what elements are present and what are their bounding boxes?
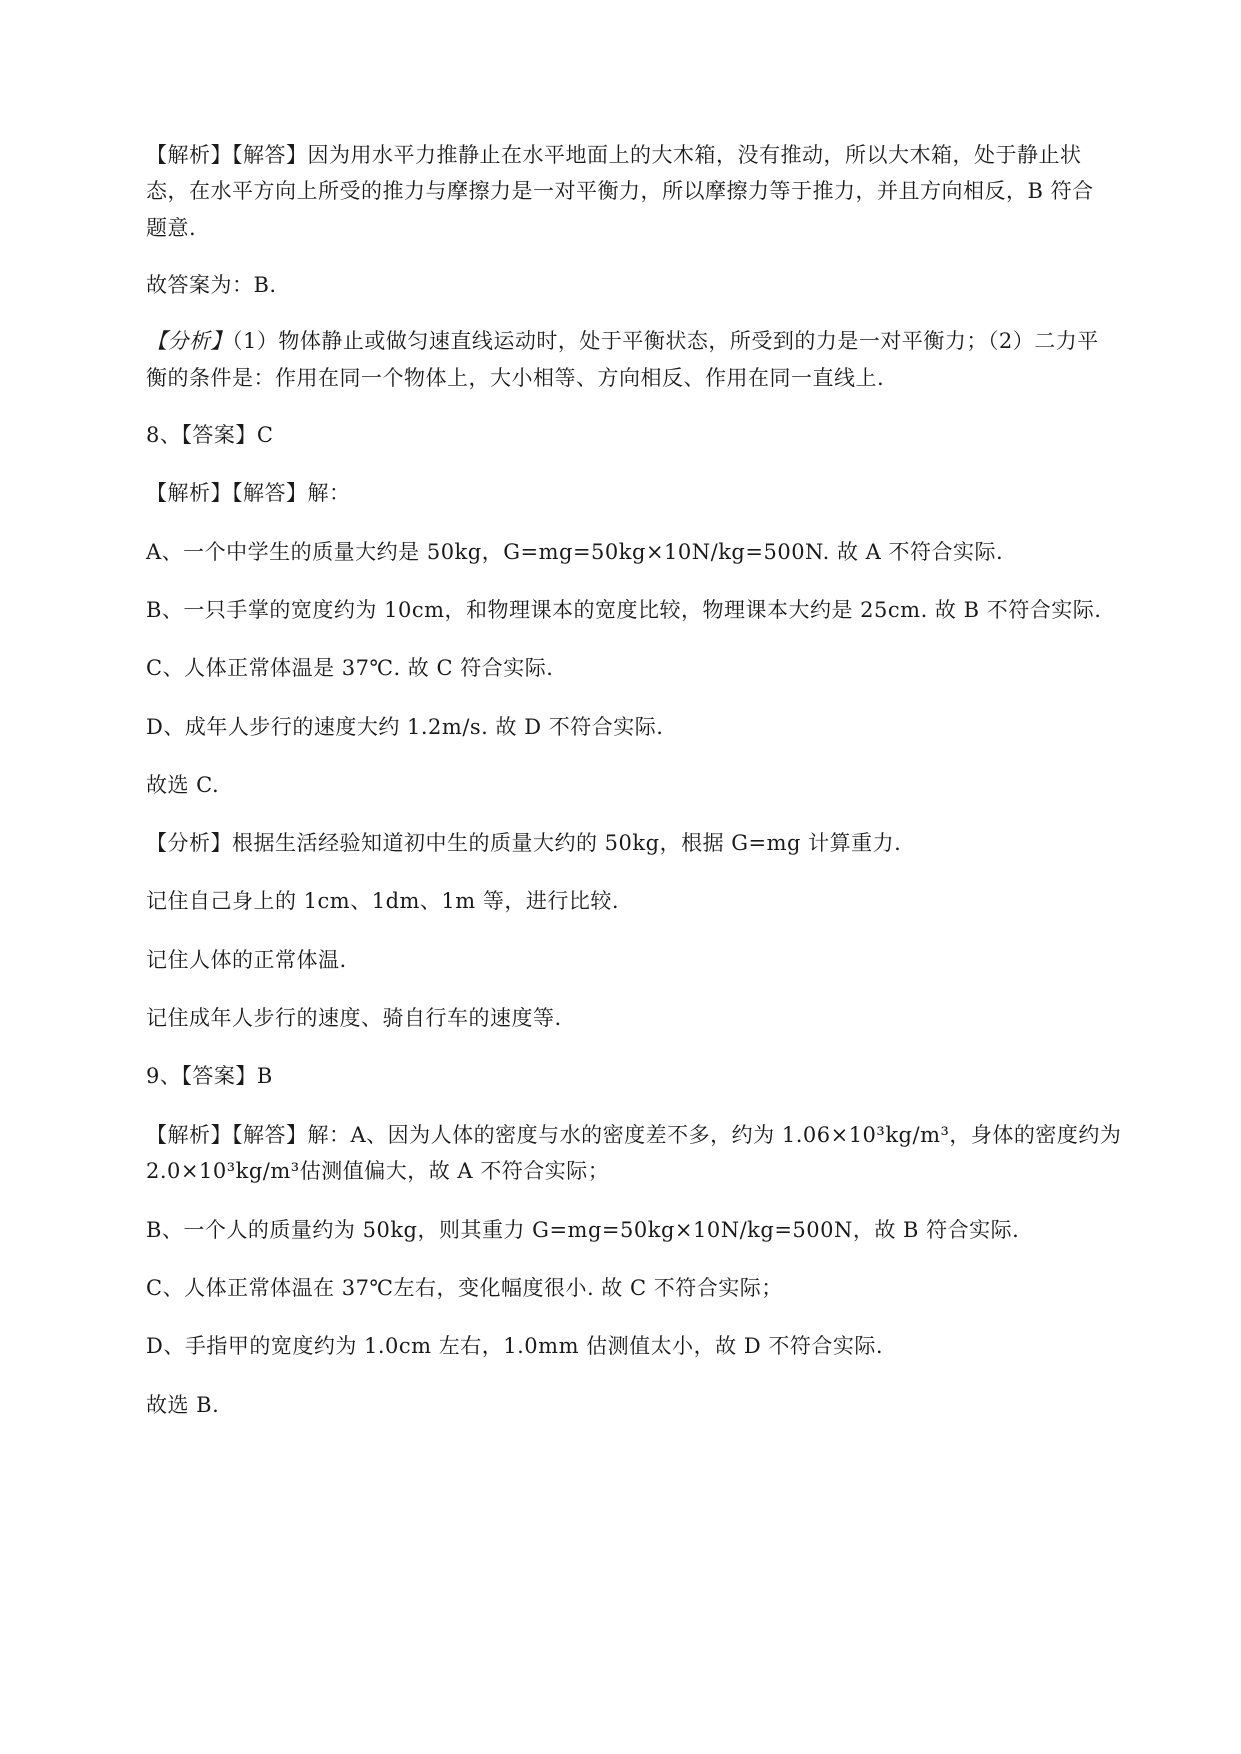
- analysis-text: （1）物体静止或做匀速直线运动时，处于平衡状态，所受到的力是一对平衡力；（2）二力平: [232, 329, 1099, 353]
- option-line: D、手指甲的宽度约为 1.0cm 左右，1.0mm 估测值太小，故 D 不符合实际.: [146, 1334, 884, 1358]
- answer-line: 故选 C.: [146, 773, 220, 797]
- analysis-line: 【分析】根据生活经验知道初中生的质量大约的 50kg，根据 G=mg 计算重力.: [146, 831, 902, 855]
- analysis-line: [146, 326, 1146, 356]
- option-line: B、一个人的质量约为 50kg，则其重力 G=mg=50kg×10N/kg=500N，故 B 符合实际.: [146, 1218, 1020, 1242]
- option-line: C、人体正常体温是 37℃. 故 C 符合实际.: [146, 656, 554, 680]
- option-line: C、人体正常体温在 37℃左右，变化幅度很小. 故 C 不符合实际；: [146, 1276, 783, 1300]
- paragraph-line: 2.0×10³kg/m³估测值偏大，故 A 不符合实际；: [146, 1159, 610, 1183]
- paragraph-line: 记住成年人步行的速度、骑自行车的速度等.: [146, 1006, 562, 1030]
- paragraph-line: 记住人体的正常体温.: [146, 948, 347, 972]
- paragraph-line: 记住自己身上的 1cm、1dm、1m 等，进行比较.: [146, 889, 620, 913]
- option-line: A、一个中学生的质量大约是 50kg，G=mg=50kg×10N/kg=500N. 故 A 不符合实际.: [146, 540, 1004, 564]
- answer-line: 故选 B.: [146, 1393, 220, 1417]
- paragraph-line: 题意.: [146, 216, 197, 240]
- paragraph-line: 态，在水平方向上所受的推力与摩擦力是一对平衡力，所以摩擦力等于推力，并且方向相反，B 符合: [146, 179, 1094, 203]
- analysis-label: 【分析】: [146, 329, 232, 353]
- paragraph-line: 【解析】【解答】解：: [146, 481, 351, 505]
- paragraph-line: 【解析】【解答】因为用水平力推静止在水平地面上的大木箱，没有推动，所以大木箱，处于静止状: [146, 143, 1082, 167]
- question-heading: 9、【答案】B: [146, 1064, 273, 1088]
- option-line: B、一只手掌的宽度约为 10cm，和物理课本的宽度比较，物理课本大约是 25cm. 故 B 不符合实际.: [146, 598, 1102, 622]
- paragraph-line: 【解析】【解答】解：A、因为人体的密度与水的密度差不多，约为 1.06×10³kg/m³，身体的密度约为: [146, 1123, 1122, 1147]
- option-line: D、成年人步行的速度大约 1.2m/s. 故 D 不符合实际.: [146, 715, 664, 739]
- question-heading: 8、【答案】C: [146, 423, 274, 447]
- answer-line: 故答案为：B.: [146, 273, 277, 297]
- paragraph-line: 衡的条件是：作用在同一个物体上，大小相等、方向相反、作用在同一直线上.: [146, 366, 885, 390]
